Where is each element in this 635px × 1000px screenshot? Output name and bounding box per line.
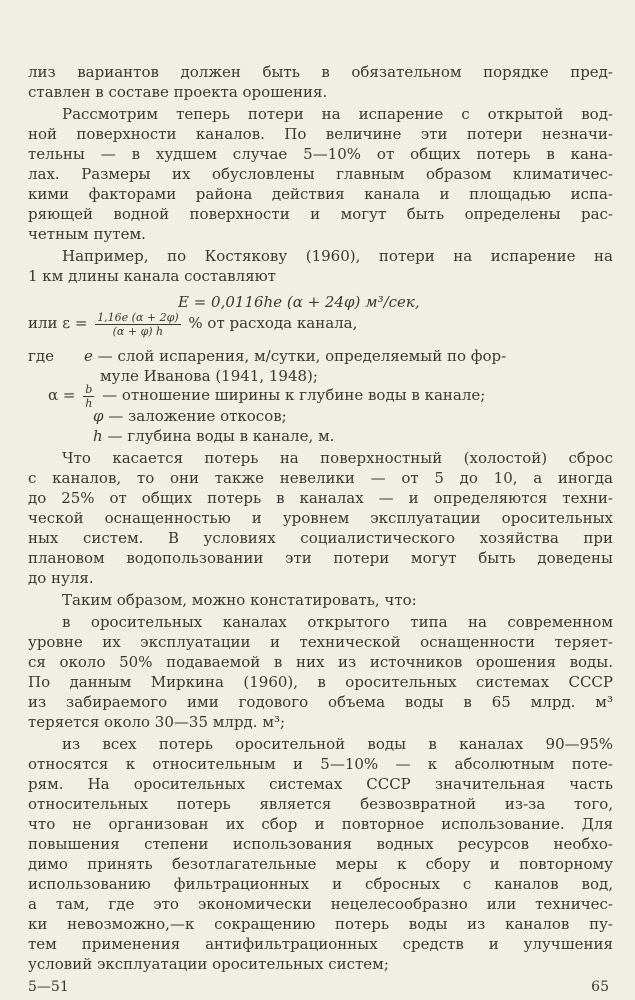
text-line: четным путем. xyxy=(28,225,146,243)
page-number: 65 xyxy=(591,979,609,995)
text-line: использованию фильтрационных и сбросных с каналов вод, xyxy=(28,875,613,893)
formula-prefix: или ε = xyxy=(28,314,88,332)
text-line: тельны — в худшем случае 5—10% от общих потерь в кана- xyxy=(28,145,613,163)
text-line: лиз вариантов должен быть в обязательном порядке пред- xyxy=(28,63,613,81)
definition-text: — заложение откосов; xyxy=(108,407,287,425)
text-line: повышения степени использования водных ресурсов необхо- xyxy=(28,835,613,853)
text-line: кими факторами района действия канала и площадью испа- xyxy=(28,185,613,203)
text-line: лах. Размеры их обусловлены главным образом климатичес- xyxy=(28,165,613,183)
text-line: Таким образом, можно констатировать, что: xyxy=(62,591,417,609)
text-line: из всех потерь оросительной воды в каналах 90—95% xyxy=(62,735,613,753)
text-line: теряется около 30—35 млрд. м³; xyxy=(28,713,286,731)
text-line: рям. На оросительных системах СССР значительная часть xyxy=(28,775,613,793)
alpha-prefix: α = xyxy=(48,386,76,404)
text-line: тем применения антифильтрационных средств и улучшения xyxy=(28,935,613,953)
formula-fraction xyxy=(95,311,180,338)
text-line: Что касается потерь на поверхностный (холостой) сброс xyxy=(62,449,613,467)
text-line: относительных потерь является безвозвратной из-за того, xyxy=(28,795,613,813)
text-line: ставлен в составе проекта орошения. xyxy=(28,83,328,101)
text-line: относятся к относительным и 5—10% — к абсолютным поте- xyxy=(28,755,613,773)
text-line: из забираемого ими годового объема воды в 65 млрд. м³ xyxy=(28,693,613,711)
text-line: плановом водопользовании эти потери могут быть доведены xyxy=(28,549,613,567)
definition-h xyxy=(93,426,613,446)
text-line: ся около 50% подаваемой в них из источников орошения воды. xyxy=(28,653,613,671)
text-line: что не организован их сбор и повторное использование. Для xyxy=(28,815,613,833)
printer-signature: 5—51 xyxy=(28,979,69,995)
text-line: Например, по Костякову (1960), потери на испарение на xyxy=(62,247,613,265)
fraction-denominator: (α + φ) h xyxy=(112,324,164,338)
symbol-phi: φ xyxy=(93,407,104,425)
text-line: ки невозможно,—к сокращению потерь воды из каналов пу- xyxy=(28,915,613,933)
text-line: ных систем. В условиях социалистического хозяйства при xyxy=(28,529,613,547)
definition-text: — слой испарения, м/сутки, определяемый по фор- xyxy=(97,347,507,365)
text-line: условий эксплуатации оросительных систем; xyxy=(28,955,389,973)
text-line: ной поверхности каналов. По величине эти потери незначи- xyxy=(28,125,613,143)
symbol-e: e xyxy=(84,347,93,365)
formula-evaporation: E = 0,0116he (α + 24φ) м³/сек, xyxy=(178,293,420,311)
fraction-numerator: 1,16e (α + 2φ) xyxy=(97,310,179,324)
text-line: димо принять безотлагательные меры к сбору и повторному xyxy=(28,855,613,873)
where-label: где xyxy=(28,347,54,365)
alpha-numerator: b xyxy=(85,382,93,396)
definition-text: — отношение ширины к глубине воды в канале; xyxy=(102,386,486,404)
text-line: в оросительных каналах открытого типа на современном xyxy=(62,613,613,631)
text-line: до нуля. xyxy=(28,569,94,587)
formula-epsilon xyxy=(28,306,613,340)
text-line: По данным Миркина (1960), в оросительных системах СССР xyxy=(28,673,613,691)
text-line: до 25% от общих потерь в каналах — и определяются техни- xyxy=(28,489,613,507)
definition-phi xyxy=(93,406,613,426)
text-line: Рассмотрим теперь потери на испарение с открытой вод- xyxy=(62,105,613,123)
text-line: ческой оснащенностью и уровнем эксплуатации оросительных xyxy=(28,509,613,527)
symbol-h: h xyxy=(93,427,103,445)
text-line: ряющей водной поверхности и могут быть определены рас- xyxy=(28,205,613,223)
text-line: 1 км длины канала составляют xyxy=(28,267,276,285)
text-line: а там, где это экономически нецелесообразно или техничес- xyxy=(28,895,613,913)
formula-suffix: % от расхода канала, xyxy=(188,314,358,332)
alpha-denominator: h xyxy=(85,396,93,410)
definition-e-cont: муле Иванова (1941, 1948); xyxy=(100,367,318,385)
definition-e xyxy=(28,346,613,366)
text-line: с каналов, то они также невелики — от 5 до 10, а иногда xyxy=(28,469,613,487)
text-line: уровне их эксплуатации и технической оснащенности теряет- xyxy=(28,633,613,651)
definition-text: — глубина воды в канале, м. xyxy=(107,427,335,445)
